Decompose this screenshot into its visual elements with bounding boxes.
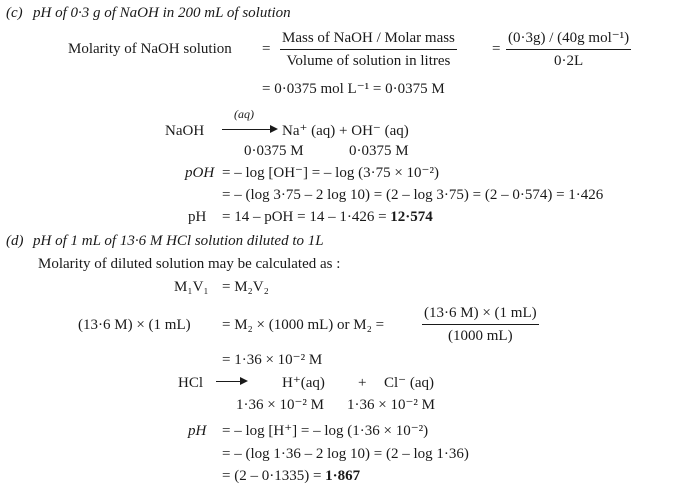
ph-expression: = (2 – 0·1335) = xyxy=(222,468,326,484)
hcl-formula: HCl xyxy=(178,375,204,391)
poh-step-1: = – log [OH⁻] = – log (3·75 × 10⁻²) xyxy=(222,165,439,181)
cl-ion: Cl⁻ (aq) xyxy=(384,375,434,391)
ph-step-2: = – (log 1·36 – 2 log 10) = (2 – log 1·36) xyxy=(222,446,469,462)
cl-concentration: 1·36 × 10⁻² M xyxy=(347,397,435,413)
fraction-denominator: Volume of solution in litres xyxy=(286,53,451,69)
ph-step xyxy=(222,210,433,225)
equals-sign: = xyxy=(262,41,271,57)
poh-step-2: = – (log 3·75 – 2 log 10) = (2 – log 3·75) = (2 – 0·574) = 1·426 xyxy=(222,187,604,203)
dilution-intro: Molarity of diluted solution may be calculated as : xyxy=(38,256,341,272)
ph-step-3 xyxy=(222,469,360,484)
dissociation-products: Na⁺ (aq) + OH⁻ (aq) xyxy=(282,123,409,139)
na-concentration: 0·0375 M xyxy=(244,143,304,159)
m1v1: M₁V₁ xyxy=(174,279,209,295)
naoh-formula: NaOH xyxy=(165,123,205,139)
h-ion: H⁺(aq) xyxy=(282,375,325,391)
molarity-result: = 0·0375 mol L⁻¹ = 0·0375 M xyxy=(262,81,445,97)
m2-result: = 1·36 × 10⁻² M xyxy=(222,352,323,368)
part-c-heading: pH of 0·3 g of NaOH in 200 mL of solution xyxy=(33,5,291,21)
oh-concentration: 0·0375 M xyxy=(349,143,409,159)
fraction-denominator: (1000 mL) xyxy=(448,328,513,344)
fraction-denominator: 0·2L xyxy=(553,53,584,69)
part-d-heading: pH of 1 mL of 13·6 M HCl solution diluted to 1L xyxy=(33,233,324,249)
poh-label: pOH xyxy=(185,165,215,181)
dilution-rhs: = M₂ × (1000 mL) or M₂ = xyxy=(222,317,385,333)
molarity-label: Molarity of NaOH solution xyxy=(68,41,232,57)
part-d-label: (d) xyxy=(6,233,24,249)
numeric-fraction xyxy=(506,31,631,69)
mass-volume-fraction xyxy=(280,31,457,69)
reaction-arrow xyxy=(222,129,272,130)
ph-label: pH xyxy=(188,209,207,225)
arrow-head-icon xyxy=(270,125,278,133)
ph-expression: = 14 – pOH = 14 – 1·426 = xyxy=(222,209,391,225)
m2-fraction xyxy=(422,306,539,344)
plus-sign: + xyxy=(358,375,367,391)
dilution-lhs: (13·6 M) × (1 mL) xyxy=(78,317,191,333)
ph-step-1: = – log [H⁺] = – log (1·36 × 10⁻²) xyxy=(222,423,429,439)
fraction-numerator: Mass of NaOH / Molar mass xyxy=(280,31,457,50)
aq-label: (aq) xyxy=(234,107,254,121)
fraction-numerator: (13·6 M) × (1 mL) xyxy=(422,306,539,325)
ph-label: pH xyxy=(188,423,207,439)
equals-sign: = xyxy=(492,41,501,57)
ph-answer: 1·867 xyxy=(325,468,361,484)
ph-answer: 12·574 xyxy=(390,209,433,225)
reaction-arrow xyxy=(216,381,242,382)
h-concentration: 1·36 × 10⁻² M xyxy=(236,397,324,413)
part-c-label: (c) xyxy=(6,5,23,21)
m2v2: = M₂V₂ xyxy=(222,279,269,295)
fraction-numerator: (0·3g) / (40g mol⁻¹) xyxy=(506,31,631,50)
arrow-head-icon xyxy=(240,377,248,385)
